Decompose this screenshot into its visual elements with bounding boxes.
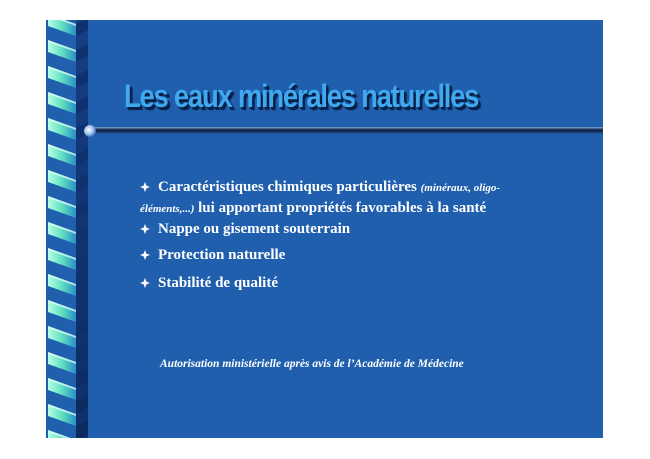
ribbon-decoration: [46, 20, 98, 438]
diamond-bullet-icon: [140, 182, 150, 192]
bullet-item: [140, 273, 590, 293]
bullet-item: [140, 219, 590, 239]
bullet-item: [140, 177, 590, 219]
bullet-text: Stabilité de qualité: [158, 275, 279, 291]
slide: [46, 20, 603, 438]
footnote: Autorisation ministérielle après avis de l’Académie de Médecine: [160, 358, 464, 370]
bullet-text: Nappe ou gisement souterrain: [158, 221, 351, 237]
ribbon-segment: [48, 20, 76, 36]
slide-title: Les eaux minérales naturelles: [124, 78, 479, 114]
diamond-bullet-icon: [140, 278, 150, 288]
bullet-item: [140, 245, 590, 265]
bullet-lead-text: Caractéristiques chimiques particulières: [158, 179, 417, 195]
diamond-bullet-icon: [140, 250, 150, 260]
bullet-note-text: éléments,...): [140, 203, 195, 215]
bullet-text: Protection naturelle: [158, 247, 286, 263]
bullet-list: [140, 177, 590, 302]
title-underline: [82, 124, 603, 138]
diamond-bullet-icon: [140, 224, 150, 234]
bullet-note-text: (minéraux, oligo-: [420, 182, 501, 194]
bullet-rest-text: lui apportant propriétés favorables à la santé: [198, 200, 487, 216]
